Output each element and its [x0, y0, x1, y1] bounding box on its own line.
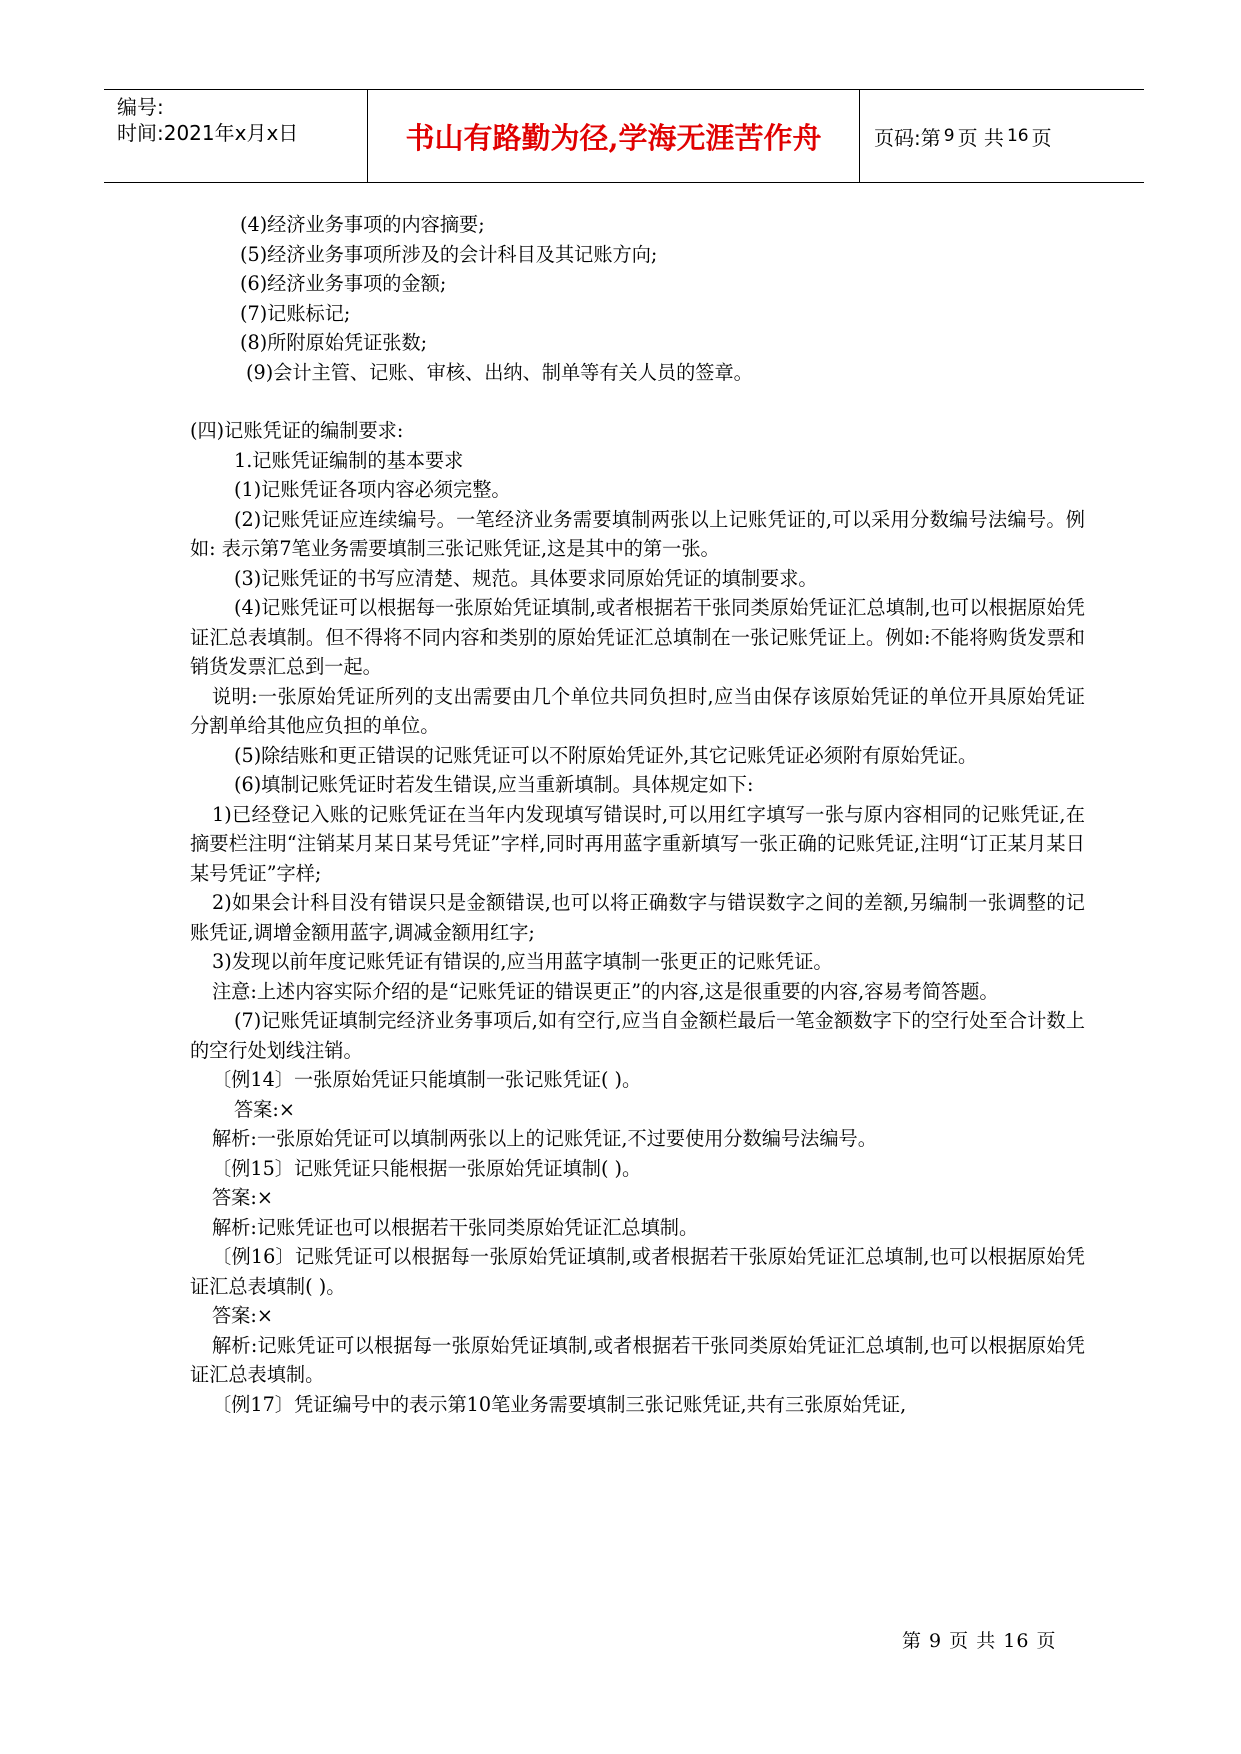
- page-footer: 第 9 页 共 16 页: [902, 1630, 1057, 1652]
- paragraph: 〔例16〕记账凭证可以根据每一张原始凭证填制,或者根据若干张原始凭证汇总填制,也可以根据原始凭证汇总表填制( )。: [190, 1245, 1085, 1298]
- page-current: 9: [943, 126, 955, 146]
- paragraph: (1)记账凭证各项内容必须完整。: [234, 478, 511, 501]
- paragraph: 〔例17〕凭证编号中的表示第10笔业务需要填制三张记账凭证,共有三张原始凭证,: [212, 1392, 907, 1416]
- section-title: (四)记账凭证的编制要求:: [190, 419, 404, 442]
- sub-title: 1.记账凭证编制的基本要求: [234, 448, 464, 472]
- paragraph: (2)记账凭证应连续编号。一笔经济业务需要填制两张以上记账凭证的,可以采用分数编号法编号。例如: 表示第7笔业务需要填制三张记账凭证,这是其中的第一张。: [190, 507, 1085, 560]
- list-item: (8)所附原始凭证张数;: [240, 331, 428, 354]
- paragraph: 注意:上述内容实际介绍的是“记账凭证的错误更正”的内容,这是很重要的内容,容易考简答题。: [212, 979, 999, 1003]
- paragraph: 说明:一张原始凭证所列的支出需要由几个单位共同负担时,应当由保存该原始凭证的单位开具原始凭证分割单给其他应负担的单位。: [190, 684, 1085, 737]
- page-label-prefix: 页码:第: [874, 125, 941, 150]
- list-item: (7)记账标记;: [240, 301, 351, 325]
- paragraph: (3)记账凭证的书写应清楚、规范。具体要求同原始凭证的填制要求。: [234, 566, 818, 590]
- paragraph: 答案:×: [212, 1186, 273, 1209]
- document-number-label: 编号:: [117, 95, 164, 119]
- page-total: 16: [1006, 126, 1029, 146]
- list-item: (5)经济业务事项所涉及的会计科目及其记账方向;: [240, 242, 658, 266]
- header-page-number: [874, 90, 1052, 182]
- paragraph: 答案:×: [234, 1097, 295, 1121]
- paragraph: 2)如果会计科目没有错误只是金额错误,也可以将正确数字与错误数字之间的差额,另编制一张调整的记账凭证,调增金额用蓝字,调减金额用红字;: [190, 891, 1085, 944]
- paragraph: 解析:记账凭证可以根据每一张原始凭证填制,或者根据若干张同类原始凭证汇总填制,也可以根据原始凭证汇总表填制。: [190, 1333, 1085, 1386]
- paragraph: 〔例15〕记账凭证只能根据一张原始凭证填制( )。: [212, 1156, 642, 1180]
- list-item: (9)会计主管、记账、审核、出纳、制单等有关人员的签章。: [246, 360, 753, 384]
- document-body: [190, 210, 1085, 1419]
- paragraph: 3)发现以前年度记账凭证有错误的,应当用蓝字填制一张更正的记账凭证。: [212, 950, 833, 973]
- paragraph: 解析:一张原始凭证可以填制两张以上的记账凭证,不过要使用分数编号法编号。: [212, 1127, 877, 1150]
- document-time-label: 时间:2021年x月x日: [117, 121, 299, 145]
- paragraph: 〔例14〕一张原始凭证只能填制一张记账凭证( )。: [212, 1068, 642, 1091]
- header-meta: [117, 90, 362, 182]
- page-label-mid: 页 共: [957, 125, 1004, 150]
- paragraph: (7)记账凭证填制完经济业务事项后,如有空行,应当自金额栏最后一笔金额数字下的空行处至合计数上的空行处划线注销。: [190, 1009, 1085, 1062]
- page-header: [104, 89, 1144, 183]
- paragraph: 解析:记账凭证也可以根据若干张同类原始凭证汇总填制。: [212, 1215, 699, 1239]
- list-item: (6)经济业务事项的金额;: [240, 272, 447, 295]
- header-divider-right: [859, 90, 860, 182]
- paragraph: (5)除结账和更正错误的记账凭证可以不附原始凭证外,其它记账凭证必须附有原始凭证。: [234, 743, 978, 767]
- paragraph: (6)填制记账凭证时若发生错误,应当重新填制。具体规定如下:: [234, 773, 754, 796]
- paragraph: 1)已经登记入账的记账凭证在当年内发现填写错误时,可以用红字填写一张与原内容相同的记账凭证,在摘要栏注明“注销某月某日某号凭证”字样,同时再用蓝字重新填写一张正确的记账凭证,注明“订正某月某日某号凭证”字样;: [190, 802, 1085, 885]
- header-motto: 书山有路勤为径,学海无涯苦作舟: [405, 120, 822, 155]
- paragraph: 答案:×: [212, 1304, 273, 1327]
- list-item: (4)经济业务事项的内容摘要;: [240, 213, 485, 236]
- page-label-suffix: 页: [1031, 125, 1052, 150]
- paragraph: (4)记账凭证可以根据每一张原始凭证填制,或者根据若干张同类原始凭证汇总填制,也可以根据原始凭证汇总表填制。但不得将不同内容和类别的原始凭证汇总填制在一张记账凭证上。例如:不能将购货发票和销货发票汇总到一起。: [190, 596, 1085, 678]
